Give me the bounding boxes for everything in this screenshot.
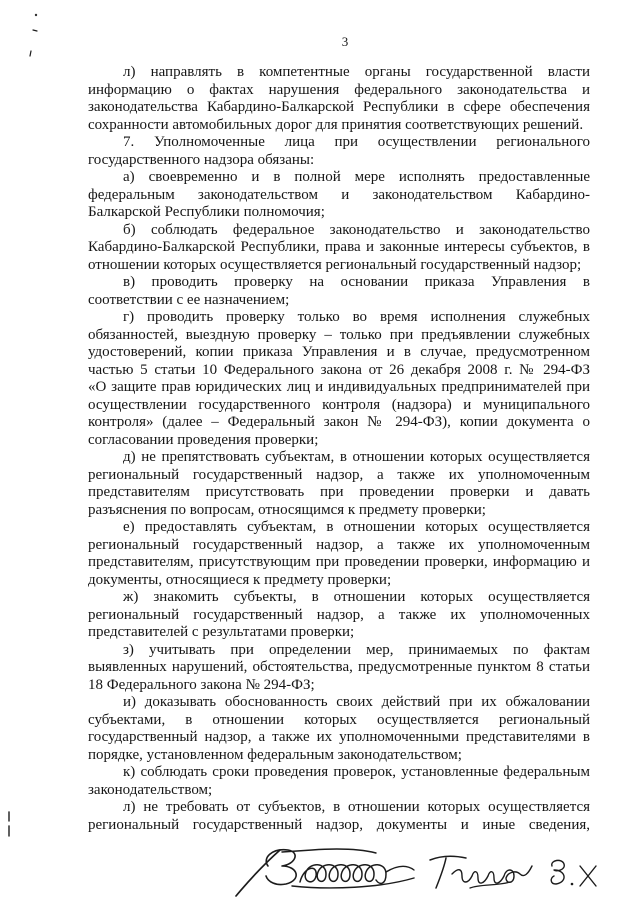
text-line: г) проводить проверку только во время исполнения служебных <box>123 309 590 325</box>
text-line: з) учитывать при определении мер, принимаемых по фактам <box>123 641 590 658</box>
text-line: Балкарской Республики полномочия; <box>88 204 325 220</box>
paragraph-clause-b <box>88 222 590 275</box>
paragraph-clause-g <box>88 309 590 449</box>
text-line: документы, относящиеся к предмету проверки; <box>88 571 392 588</box>
text-line: согласовании проведения проверки; <box>88 431 319 448</box>
text-line: отношении которых осуществляется региональный государственный надзор; <box>88 256 582 273</box>
text-line: «О защите прав юридических лиц и индивидуальных предпринимателей при <box>88 379 590 395</box>
text-line: а) своевременно и в полной мере исполнять предоставленные <box>123 169 590 185</box>
text-line: соответствии с ее назначением; <box>88 291 290 308</box>
text-line: разъяснения по вопросам, относящимся к предмету проверки; <box>88 501 486 518</box>
text-line: к) соблюдать сроки проведения проверок, установленные федеральным <box>123 764 590 780</box>
document-body <box>88 64 590 834</box>
paragraph-clause-v <box>88 274 590 309</box>
text-line: федеральным законодательством и законодательством Кабардино- <box>88 186 590 203</box>
handwritten-signature <box>236 849 596 896</box>
text-line: государственного надзора обязаны: <box>88 151 315 168</box>
text-line: д) не препятствовать субъектам, в отношении которых осуществляется <box>123 449 590 465</box>
text-line: государственный надзор, а также их уполномоченными представителями в <box>88 729 590 745</box>
text-line: л) не требовать от субъектов, в отношении которых осуществляется <box>123 799 590 815</box>
text-line: контроля» (далее – Федеральный закон № 294-ФЗ), копии документа о <box>88 414 590 430</box>
text-line: осуществлении государственного контроля (надзора) и муниципального <box>88 396 590 413</box>
text-line: законодательством; <box>88 781 213 798</box>
text-line: региональный государственный надзор, а также их уполномоченным <box>88 536 590 553</box>
text-line: информацию о фактах нарушения федерального законодательства и <box>88 81 590 98</box>
text-line: е) предоставлять субъектам, в отношении которых осуществляется <box>123 519 590 535</box>
text-line: представителям, присутствующим при проведении проверки, информацию и <box>88 554 590 570</box>
text-line: 7. Уполномоченные лица при осуществлении регионального <box>123 134 590 150</box>
text-line: удостоверений, копии приказа Управления и в случае, предусмотренном <box>88 344 590 360</box>
text-line: 18 Федерального закона № 294-ФЗ; <box>88 676 315 693</box>
text-line: б) соблюдать федеральное законодательство и законодательство <box>123 221 590 238</box>
text-line: субъектами, в отношении которых осуществляется региональный <box>88 711 590 728</box>
paragraph-clause-z <box>88 642 590 695</box>
paragraph-clause-d <box>88 449 590 519</box>
text-line: порядке, установленном федеральным законодательством; <box>88 746 462 763</box>
text-line: сохранности автомобильных дорог для принятия соответствующих решений. <box>88 116 584 133</box>
text-line: и) доказывать обоснованность своих действий при их обжаловании <box>123 694 590 710</box>
page-number: 3 <box>341 34 349 49</box>
paragraph-clause-zh <box>88 589 590 642</box>
paragraph-clause-i <box>88 694 590 764</box>
paragraph-clause-l-report <box>88 64 590 134</box>
text-line: Кабардино-Балкарской Республики, права и законные интересы субъектов, в <box>88 239 590 255</box>
paragraph-clause-l-continued <box>88 799 590 834</box>
text-line: ж) знакомить субъекты, в отношении которых осуществляется <box>123 589 590 605</box>
text-line: л) направлять в компетентные органы государственной власти <box>123 64 590 80</box>
paragraph-clause-a <box>88 169 590 222</box>
paragraph-item-7-duties <box>88 134 590 169</box>
text-line: обязанностей, выездную проверку – только при предъявлении служебных <box>88 326 590 343</box>
text-line: представителей с результатами проверки; <box>88 624 355 640</box>
text-line: законодательства Кабардино-Балкарской Республики в сфере обеспечения <box>88 99 590 115</box>
paragraph-clause-k <box>88 764 590 799</box>
text-line: выявленных нарушений, обстоятельства, предусмотренные пунктом 8 статьи <box>88 659 590 675</box>
scan-mark <box>9 14 37 836</box>
text-line: региональный государственный надзор, документы и иные сведения, <box>88 816 590 833</box>
text-line: представителям присутствовать при проведении проверки и давать <box>88 484 590 500</box>
text-line: частью 5 статьи 10 Федерального закона от 26 декабря 2008 г. № 294-ФЗ <box>88 361 590 378</box>
text-line: региональный государственный надзор, а также их уполномоченным <box>88 466 590 483</box>
text-line: региональный государственный надзор, а также их уполномоченных <box>88 606 590 623</box>
paragraph-clause-e <box>88 519 590 589</box>
text-line: в) проводить проверку на основании приказа Управления в <box>123 274 590 290</box>
